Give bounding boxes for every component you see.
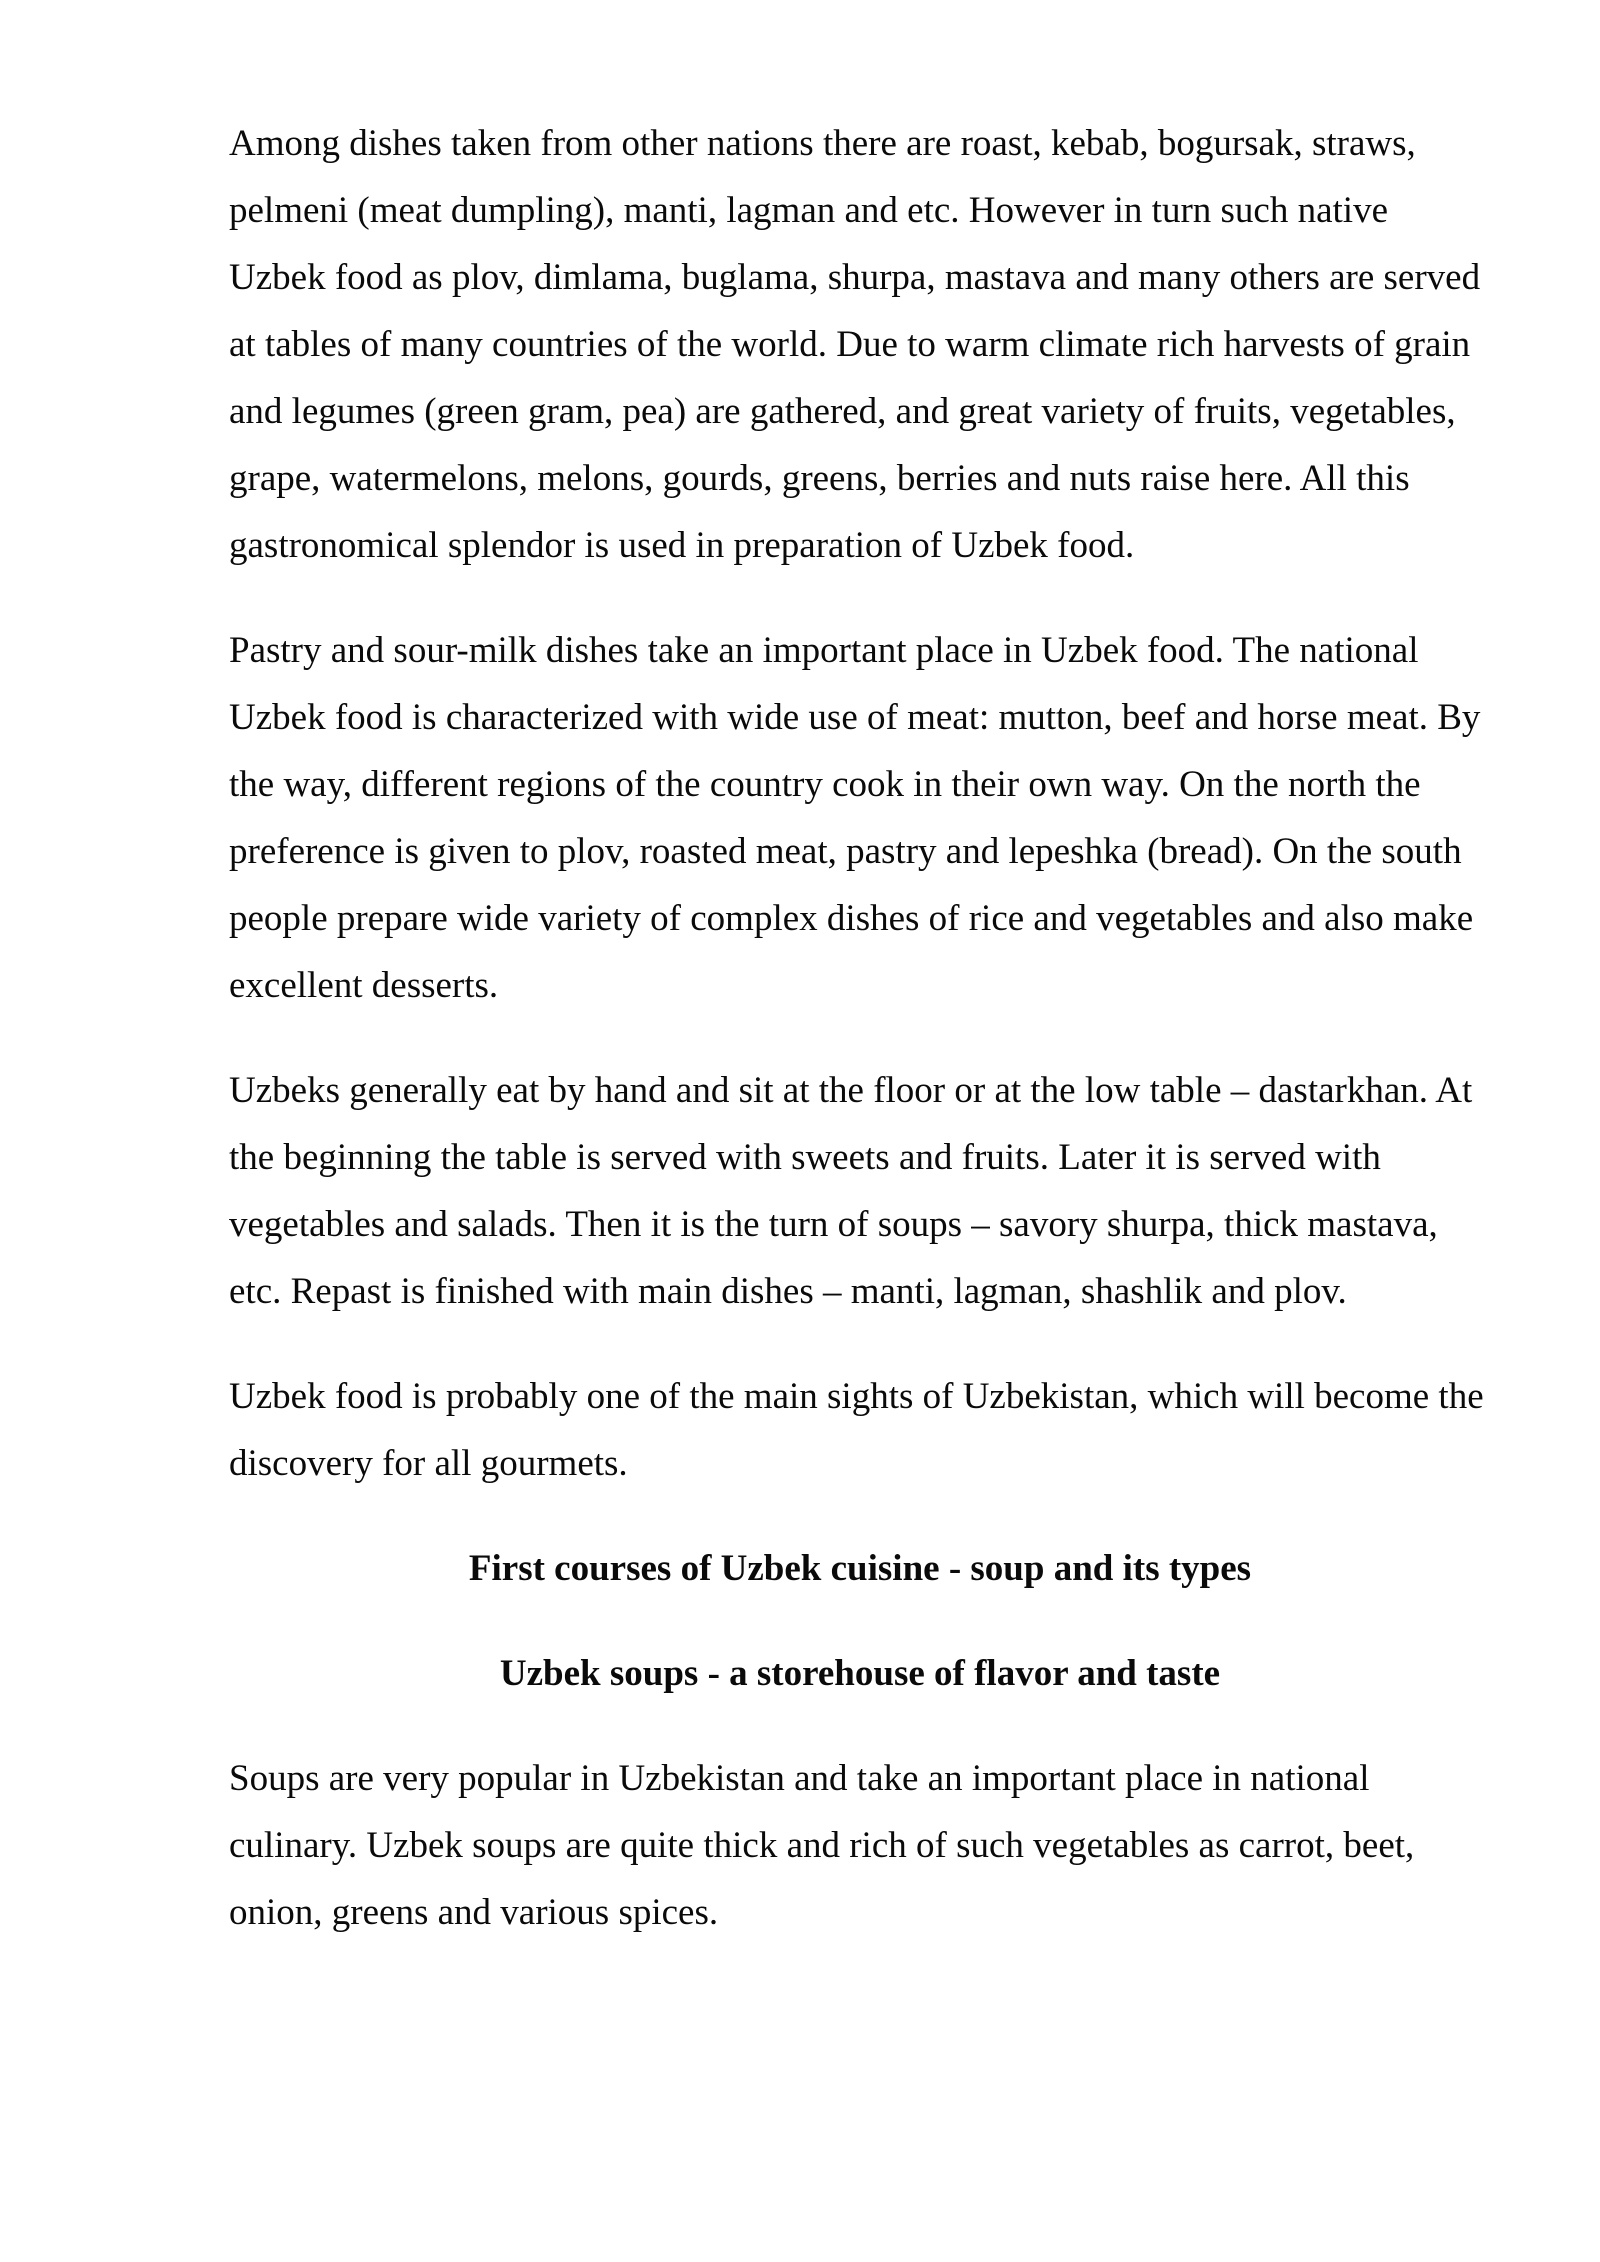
paragraph-borrowed-dishes: Among dishes taken from other nations there are roast, kebab, bogursak, straws, pelmeni (meat dumpling), manti, lagman and etc. However in turn such native Uzbek food as plov, dimlama, buglama, shurpa, mastava and many others are served at tables of many countries of the world. Due to warm climate rich harvests of grain and legumes (green gram, pea) are gathered, and great variety of fruits, vegetables, grape, watermelons, melons, gourds, greens, berries and nuts raise here. All this gastronomical splendor is used in preparation of Uzbek food.	[229, 123, 1481, 566]
paragraph-pastry-and-meat: Pastry and sour-milk dishes take an important place in Uzbek food. The national Uzbek food is characterized with wide use of meat: mutton, beef and horse meat. By the way, different regions of the country cook in their own way. On the north the preference is given to plov, roasted meat, pastry and lepeshka (bread). On the south people prepare wide variety of complex dishes of rice and vegetables and also make excellent desserts.	[229, 630, 1481, 1006]
paragraph-dining-customs: Uzbeks generally eat by hand and sit at the floor or at the low table – dastarkhan. At the beginning the table is served with sweets and fruits. Later it is served with vegetables and salads. Then it is the turn of soups – savory shurpa, thick mastava, etc. Repast is finished with main dishes – manti, lagman, shashlik and plov.	[229, 1070, 1473, 1312]
paragraph-gourmets: Uzbek food is probably one of the main sights of Uzbekistan, which will become the discovery for all gourmets.	[229, 1376, 1484, 1484]
heading-uzbek-soups: Uzbek soups - a storehouse of flavor and taste	[499, 1653, 1221, 1694]
heading-first-courses: First courses of Uzbek cuisine - soup and its types	[468, 1548, 1252, 1589]
paragraph-soups: Soups are very popular in Uzbekistan and take an important place in national culinary. Uzbek soups are quite thick and rich of such vegetables as carrot, beet, onion, greens and various spices.	[229, 1758, 1415, 1933]
document-body	[229, 110, 1491, 1984]
